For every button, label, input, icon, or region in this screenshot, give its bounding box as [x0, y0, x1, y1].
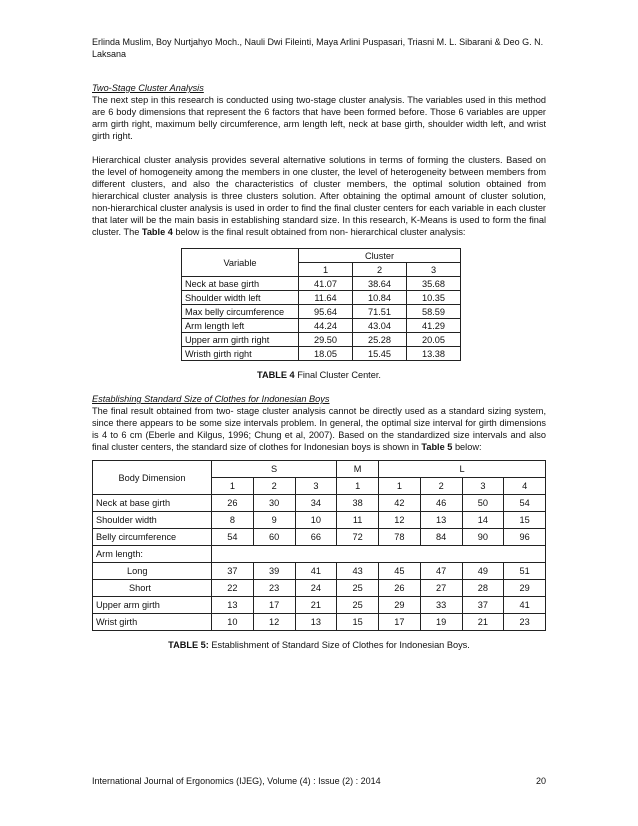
table5-size-m: M — [337, 461, 379, 478]
table-row: Short 22 23 24 25 26 27 28 29 — [93, 580, 546, 597]
table-row: Wrist girth 10 12 13 15 17 19 21 23 — [93, 614, 546, 631]
table5-dimension-header: Body Dimension — [93, 461, 212, 495]
table5-size-l: L — [379, 461, 546, 478]
section-title-two-stage: Two-Stage Cluster Analysis — [92, 83, 204, 93]
table4-cluster-number: 1 — [299, 263, 353, 277]
table4-cluster-number: 3 — [407, 263, 461, 277]
paragraph-two-stage-1: The next step in this research is conducted using two-stage cluster analysis. The variables used in this method are 6 body dimensions that represent the 6 factors that have been formed before. Those 6 variables are upper arm girth right, maximum belly circumference, arm length left, neck at base girth, shoulder width left, and wrist girth right. — [92, 95, 546, 141]
table-row: Neck at base girth 41.07 38.64 35.68 — [182, 277, 461, 291]
table-row: Shoulder width left 11.64 10.84 10.35 — [182, 291, 461, 305]
table-row: Upper arm girth 13 17 21 25 29 33 37 41 — [93, 597, 546, 614]
table5-caption: TABLE 5: Establishment of Standard Size of Clothes for Indonesian Boys. — [168, 640, 470, 650]
table-final-cluster-center — [181, 248, 461, 361]
table-row: Upper arm girth right 29.50 25.28 20.05 — [182, 333, 461, 347]
table-row: Arm length: — [93, 546, 546, 563]
page-body — [92, 36, 546, 651]
page-number: 20 — [535, 776, 546, 786]
table-row: Neck at base girth 26 30 34 38 42 46 50 54 — [93, 495, 546, 512]
table4-variable-header: Variable — [182, 249, 299, 277]
table-row: Arm length left 44.24 43.04 41.29 — [182, 319, 461, 333]
table4-caption: TABLE 4 Final Cluster Center. — [257, 370, 381, 380]
table4-cluster-number: 2 — [353, 263, 407, 277]
table-row: Long 37 39 41 43 45 47 49 51 — [93, 563, 546, 580]
table-standard-size: Body Dimension S M L 1 2 3 1 1 2 3 4 Neck at base girth 26 30 34 38 42 46 50 54 Shoulder width 8 9 10 11 12 13 14 15 Belly circumference 54 60 66 72 78 84 90 96 Arm length: Long 37 39 41 43 45 47 49 51 Short 22 23 24 25 26 27 28 29 Upper arm girth 13 17 21 25 29 33 37 41 Wrist girth 10 12 13 15 17 19 21 23 — [92, 460, 546, 631]
table-row: Wristh girth right 18.05 15.45 13.38 — [182, 347, 461, 361]
journal-citation: International Journal of Ergonomics (IJEG), Volume (4) : Issue (2) : 2014 — [92, 776, 381, 786]
paragraph-two-stage-2: Hierarchical cluster analysis provides several alternative solutions in terms of forming the clusters. Based on the level of homogeneity among the members in one cluster, the level of heterogeneity between members from different clusters, and also the characteristics of cluster members, the optimal solution obtained from hierarchical cluster analysis is three clusters solution. After obtaining the optimal amount of cluster solution, non-hierarchical cluster analysis is used in order to find the final cluster centers for each variable in each cluster that later will be the main basis in establishing standard size. In this research, K-Means is used to form the final cluster. The Table 4 below is the final result obtained from non- hierarchical cluster analysis: — [92, 155, 546, 237]
table-row: Belly circumference 54 60 66 72 78 84 90 96 — [93, 529, 546, 546]
table4-cluster-header: Cluster — [299, 249, 461, 263]
section-title-standard-size: Establishing Standard Size of Clothes for Indonesian Boys — [92, 394, 330, 404]
paragraph-standard-size: The final result obtained from two- stage cluster analysis cannot be directly used as a standard sizing system, since there appears to be some size intervals problem. In general, the optimal size interval for girth dimensions is 4 to 6 cm (Eberle and Kilgus, 1996; Chung et al, 2007). Based on the standardized size intervals and also final cluster centers, the standard size of clothes for Indonesian boys is shown in Table 5 below: — [92, 406, 546, 452]
table-row: Shoulder width 8 9 10 11 12 13 14 15 — [93, 512, 546, 529]
table5-size-s: S — [212, 461, 337, 478]
running-header: Erlinda Muslim, Boy Nurtjahyo Moch., Nauli Dwi Fileinti, Maya Arlini Puspasari, Triasni M. L. Sibarani & Deo G. N. Laksana — [92, 37, 544, 59]
page-footer — [92, 776, 546, 786]
table-row: Max belly circumference 95.64 71.51 58.59 — [182, 305, 461, 319]
